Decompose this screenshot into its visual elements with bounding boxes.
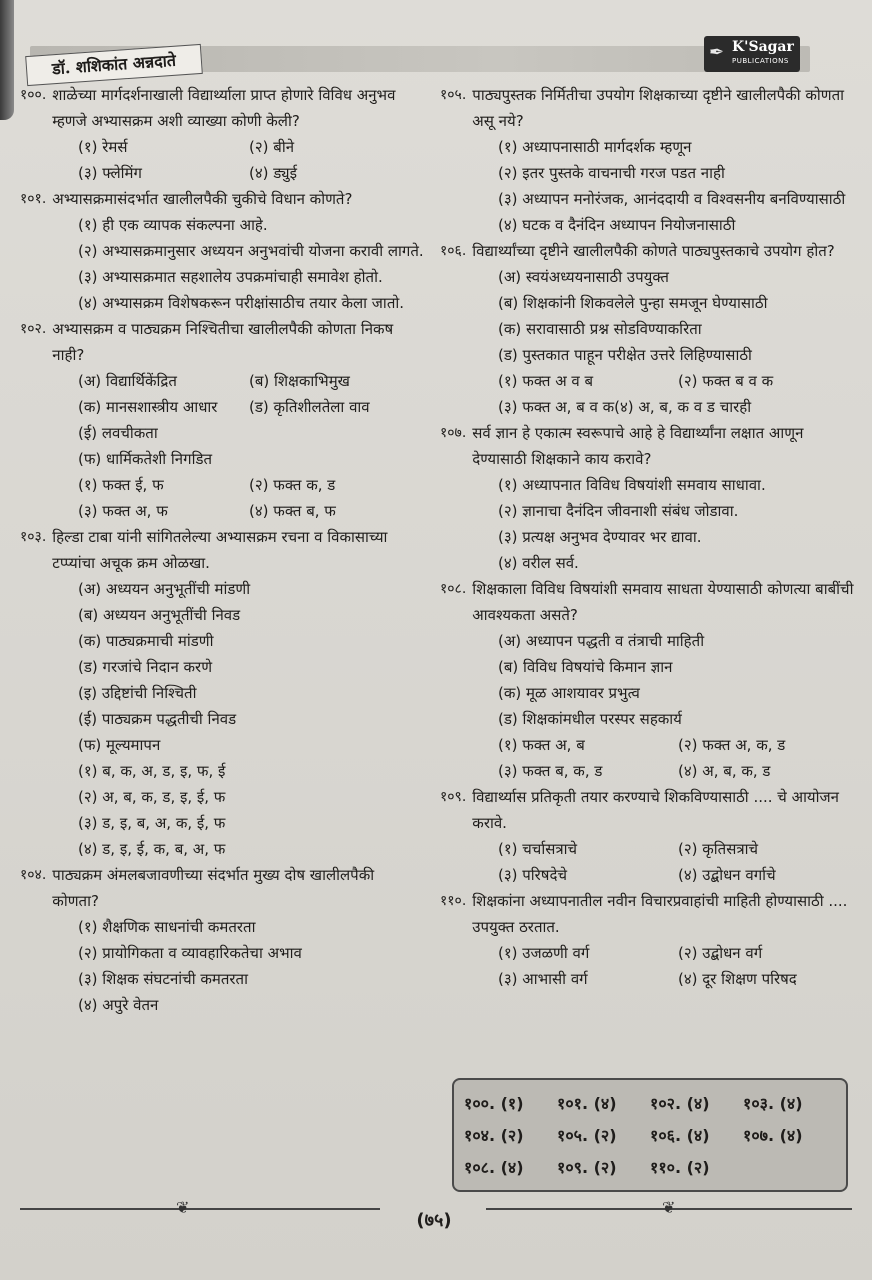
- question-number: १०१.: [20, 191, 47, 207]
- question-block: [20, 186, 424, 316]
- option-row: [498, 680, 858, 706]
- option-row: [78, 732, 420, 758]
- option-row: [498, 290, 858, 316]
- flourish-icon: ❦: [176, 1198, 190, 1217]
- question-text: विद्यार्थ्यास प्रतिकृती तयार करण्याचे शिकविण्यासाठी .... चे आयोजन करावे.: [472, 788, 839, 832]
- logo-subtitle: PUBLICATIONS: [732, 57, 789, 65]
- option-row: [78, 446, 420, 472]
- options-list: [20, 368, 420, 524]
- option-row: [498, 836, 858, 862]
- option: (२) अभ्यासक्रमानुसार अध्ययन अनुभवांची योजना करावी लागते.: [78, 242, 424, 260]
- option-row: [498, 550, 858, 576]
- option: (क) पाठ्यक्रमाची मांडणी: [78, 632, 214, 650]
- option: (४) उद्बोधन वर्गाचे: [678, 866, 776, 884]
- option-row: [498, 966, 858, 992]
- option-row: [498, 342, 858, 368]
- question-number: १०४.: [20, 867, 47, 883]
- question-text: अभ्यासक्रमासंदर्भात खालीलपैकी चुकीचे विधान कोणते?: [52, 190, 353, 208]
- answer-key-box: [452, 1078, 848, 1192]
- option: (२) ज्ञानाचा दैनंदिन जीवनाशी संबंध जोडावा.: [498, 502, 739, 520]
- question-stem: [20, 316, 420, 368]
- answer-item: १०९. (२): [557, 1158, 617, 1177]
- option-row: [78, 966, 420, 992]
- option: (३) फ्लेमिंग: [78, 164, 142, 182]
- question-stem: [20, 186, 420, 212]
- option-row: [498, 368, 858, 394]
- question-text: शाळेच्या मार्गदर्शनाखाली विद्यार्थ्याला प्राप्त होणारे विविध अनुभव म्हणजे अभ्यासक्रम अशी व्याख्या कोणी केली?: [52, 86, 396, 130]
- option-row: [498, 394, 858, 420]
- author-label: डॉ. शशिकांत अन्नदाते: [25, 44, 203, 86]
- option: (४) वरील सर्व.: [498, 554, 579, 572]
- option-row: [498, 212, 858, 238]
- question-number: १०७.: [440, 425, 467, 441]
- option: (अ) अध्यापन पद्धती व तंत्राची माहिती: [498, 632, 705, 650]
- option: (क) मानसशास्त्रीय आधार: [78, 398, 218, 416]
- option: (फ) धार्मिकतेशी निगडित: [78, 450, 213, 468]
- question-block: [440, 82, 858, 238]
- option: (३) फक्त अ, फ: [78, 502, 168, 520]
- question-stem: [440, 784, 858, 836]
- option: (३) शिक्षक संघटनांची कमतरता: [78, 970, 248, 988]
- option: (ड) शिक्षकांमधील परस्पर सहकार्य: [498, 710, 682, 728]
- option-row: [78, 160, 420, 186]
- option: (४) फक्त ब, फ: [249, 502, 336, 520]
- option-row: [78, 914, 420, 940]
- option-row: [78, 810, 420, 836]
- options-list: [440, 264, 858, 420]
- question-number: १०६.: [440, 243, 467, 259]
- option-row: [498, 134, 858, 160]
- answer-item: १०४. (२): [464, 1126, 524, 1145]
- question-number: १०९.: [440, 789, 467, 805]
- option: (२) फक्त क, ड: [249, 476, 336, 494]
- question-text: हिल्डा टाबा यांनी सांगितलेल्या अभ्यासक्रम रचना व विकासाच्या टप्प्यांचा अचूक क्रम ओळखा.: [52, 528, 388, 572]
- option: (२) फक्त ब व क: [678, 372, 774, 390]
- option: (१) फक्त अ, ब: [498, 736, 585, 754]
- question-block: [20, 316, 420, 524]
- option: (३) फक्त ब, क, ड: [498, 762, 603, 780]
- question-text: पाठ्यक्रम अंमलबजावणीच्या संदर्भात मुख्य दोष खालीलपैकी कोणता?: [52, 866, 375, 910]
- option-row: [498, 654, 858, 680]
- option: (४) अ, ब, क, ड: [678, 762, 771, 780]
- option: (२) इतर पुस्तके वाचनाची गरज पडत नाही: [498, 164, 725, 182]
- option: (३) ड, इ, ब, अ, क, ई, फ: [78, 814, 226, 832]
- options-list: [20, 212, 424, 316]
- question-text: सर्व ज्ञान हे एकात्म स्वरूपाचे आहे हे विद्यार्थ्यांना लक्षात आणून देण्यासाठी शिक्षकाने काय करावे?: [472, 424, 804, 468]
- question-stem: [440, 238, 858, 264]
- option: (१) रेमर्स: [78, 138, 128, 156]
- options-list: [440, 940, 858, 992]
- flourish-icon: ❦: [662, 1198, 676, 1217]
- option: (२) प्रायोगिकता व व्यावहारिकतेचा अभाव: [78, 944, 302, 962]
- option: (ई) पाठ्यक्रम पद्धतीची निवड: [78, 710, 237, 728]
- option-row: [498, 316, 858, 342]
- option: (४) घटक व दैनंदिन अध्यापन नियोजनासाठी: [498, 216, 736, 234]
- question-text: शिक्षकांना अध्यापनातील नवीन विचारप्रवाहांची माहिती होण्यासाठी .... उपयुक्त ठरतात.: [472, 892, 848, 936]
- option: (२) फक्त अ, क, ड: [678, 736, 786, 754]
- question-number: १०८.: [440, 581, 467, 597]
- option: (ब) विविध विषयांचे किमान ज्ञान: [498, 658, 673, 676]
- option-row: [498, 706, 858, 732]
- option: (२) कृतिसत्राचे: [678, 840, 759, 858]
- option: (अ) अध्ययन अनुभूतींची मांडणी: [78, 580, 251, 598]
- option-row: [78, 706, 420, 732]
- options-list: [440, 472, 858, 576]
- options-list: [440, 836, 858, 888]
- option-row: [78, 134, 420, 160]
- option-row: [78, 784, 420, 810]
- option: (४) ड्युई: [249, 164, 297, 182]
- question-number: १०५.: [440, 87, 467, 103]
- option: (१) चर्चासत्राचे: [498, 840, 578, 858]
- option: (१) ही एक व्यापक संकल्पना आहे.: [78, 216, 268, 234]
- option-row: [78, 472, 420, 498]
- option-row: [78, 758, 420, 784]
- option: (१) अध्यापनासाठी मार्गदर्शक म्हणून: [498, 138, 692, 156]
- option-row: [78, 264, 420, 290]
- option: (अ) विद्यार्थिकेंद्रित: [78, 372, 177, 390]
- question-block: [20, 82, 420, 186]
- option: (१) शैक्षणिक साधनांची कमतरता: [78, 918, 256, 936]
- option-row: [78, 290, 420, 316]
- question-stem: [440, 420, 858, 472]
- option: (२) अ, ब, क, ड, इ, ई, फ: [78, 788, 226, 806]
- answer-item: १०२. (४): [650, 1094, 710, 1113]
- option-row: [498, 524, 858, 550]
- question-number: १०२.: [20, 321, 47, 337]
- question-number: ११०.: [440, 893, 467, 909]
- option: (अ) स्वयंअध्ययनासाठी उपयुक्त: [498, 268, 669, 286]
- option: (३) परिषदेचे: [498, 866, 567, 884]
- answer-row: [464, 1088, 836, 1120]
- option: (ड) कृतिशीलतेला वाव: [249, 398, 370, 416]
- answer-item: १०८. (४): [464, 1158, 524, 1177]
- question-block: [440, 420, 858, 576]
- answer-item: १०७. (४): [743, 1126, 803, 1145]
- option: (क) मूळ आशयावर प्रभुत्व: [498, 684, 640, 702]
- option-row: [498, 160, 858, 186]
- option-row: [498, 940, 858, 966]
- question-stem: [20, 82, 420, 134]
- question-block: [20, 524, 420, 862]
- option: (२) बीने: [249, 138, 295, 156]
- question-number: १०३.: [20, 529, 47, 545]
- option-row: [498, 862, 858, 888]
- option-row: [498, 498, 858, 524]
- question-block: [440, 576, 858, 784]
- option: (१) फक्त ई, फ: [78, 476, 164, 494]
- option-row: [78, 836, 420, 862]
- option-row: [78, 992, 420, 1018]
- option: (१) ब, क, अ, ड, इ, फ, ई: [78, 762, 226, 780]
- option-row: [78, 394, 420, 420]
- question-stem: [440, 576, 858, 628]
- answer-item: १०३. (४): [743, 1094, 803, 1113]
- option: (ड) गरजांचे निदान करणे: [78, 658, 213, 676]
- question-block: [440, 888, 858, 992]
- logo-name: K'Sagar: [732, 39, 794, 55]
- question-text: पाठ्यपुस्तक निर्मितीचा उपयोग शिक्षकाच्या दृष्टीने खालीलपैकी कोणता असू नये?: [472, 86, 845, 130]
- question-stem: [440, 82, 858, 134]
- answer-item: ११०. (२): [650, 1158, 710, 1177]
- option: (ड) पुस्तकात पाहून परीक्षेत उत्तरे लिहिण्यासाठी: [498, 346, 752, 364]
- option-row: [498, 472, 858, 498]
- answer-item: १०१. (४): [557, 1094, 617, 1113]
- question-stem: [20, 862, 420, 914]
- option: (ब) अध्ययन अनुभूतींची निवड: [78, 606, 241, 624]
- publisher-logo: [704, 36, 800, 72]
- options-list: [20, 134, 420, 186]
- question-text: अभ्यासक्रम व पाठ्यक्रम निश्चितीचा खालीलपैकी कोणता निकष नाही?: [52, 320, 394, 364]
- option-row: [498, 732, 858, 758]
- option-row: [498, 628, 858, 654]
- option-row: [78, 654, 420, 680]
- answer-row: [464, 1152, 836, 1184]
- option: (३) आभासी वर्ग: [498, 970, 588, 988]
- option: (३) अध्यापन मनोरंजक, आनंददायी व विश्वसनीय बनविण्यासाठी: [498, 190, 846, 208]
- left-column: [20, 82, 424, 1018]
- option: (ब) शिक्षकाभिमुख: [249, 372, 350, 390]
- question-stem: [440, 888, 858, 940]
- option-row: [78, 576, 420, 602]
- options-list: [440, 134, 858, 238]
- question-number: १००.: [20, 87, 47, 103]
- option: (३) प्रत्यक्ष अनुभव देण्यावर भर द्यावा.: [498, 528, 702, 546]
- options-list: [20, 914, 420, 1018]
- question-text: विद्यार्थ्यांच्या दृष्टीने खालीलपैकी कोणते पाठ्यपुस्तकाचे उपयोग होत?: [472, 242, 835, 260]
- option: (क) सरावासाठी प्रश्न सोडविण्याकरिता: [498, 320, 702, 338]
- options-list: [20, 576, 420, 862]
- option: (१) अध्यापनात विविध विषयांशी समवाय साधावा.: [498, 476, 766, 494]
- option: (फ) मूल्यमापन: [78, 736, 161, 754]
- book-binding: [0, 0, 14, 120]
- option-row: [498, 186, 858, 212]
- option-row: [498, 264, 858, 290]
- option: (४) अभ्यासक्रम विशेषकरून परीक्षांसाठीच तयार केला जातो.: [78, 294, 405, 312]
- option-row: [78, 628, 420, 654]
- question-text: शिक्षकाला विविध विषयांशी समवाय साधता येण्यासाठी कोणत्या बाबींची आवश्यकता असते?: [472, 580, 854, 624]
- answer-row: [464, 1120, 836, 1152]
- option-row: [78, 212, 420, 238]
- option: (ब) शिक्षकांनी शिकवलेले पुन्हा समजून घेण्यासाठी: [498, 294, 768, 312]
- option: (३) अभ्यासक्रमात सहशालेय उपक्रमांचाही समावेश होतो.: [78, 268, 383, 286]
- option-row: [78, 368, 420, 394]
- option-row: [78, 498, 420, 524]
- option-row: [78, 940, 420, 966]
- option: (इ) उद्दिष्टांची निश्चिती: [78, 684, 197, 702]
- option-row: [78, 602, 420, 628]
- option: (२) उद्बोधन वर्ग: [678, 944, 763, 962]
- answer-item: १००. (१): [464, 1094, 524, 1113]
- option: (१) फक्त अ व ब: [498, 372, 594, 390]
- options-list: [440, 628, 858, 784]
- pen-nib-icon: ✒: [709, 42, 725, 63]
- question-block: [440, 784, 858, 888]
- option-row: [78, 680, 420, 706]
- option-row: [78, 238, 424, 264]
- option: (१) उजळणी वर्ग: [498, 944, 590, 962]
- option: (ई) लवचीकता: [78, 424, 158, 442]
- option: (४) दूर शिक्षण परिषद: [678, 970, 797, 988]
- question-block: [20, 862, 420, 1018]
- answer-item: १०६. (४): [650, 1126, 710, 1145]
- right-column: [440, 82, 858, 992]
- footer-ornament-left: [20, 1208, 380, 1210]
- question-stem: [20, 524, 420, 576]
- page-number: (७५): [416, 1210, 452, 1231]
- answer-item: १०५. (२): [557, 1126, 617, 1145]
- option: (४) अपुरे वेतन: [78, 996, 159, 1014]
- option: (४) ड, इ, ई, क, ब, अ, फ: [78, 840, 226, 858]
- option-row: [78, 420, 420, 446]
- option-row: [498, 758, 858, 784]
- question-block: [440, 238, 858, 420]
- option: (३) फक्त अ, ब व क(४) अ, ब, क व ड चारही: [498, 398, 752, 416]
